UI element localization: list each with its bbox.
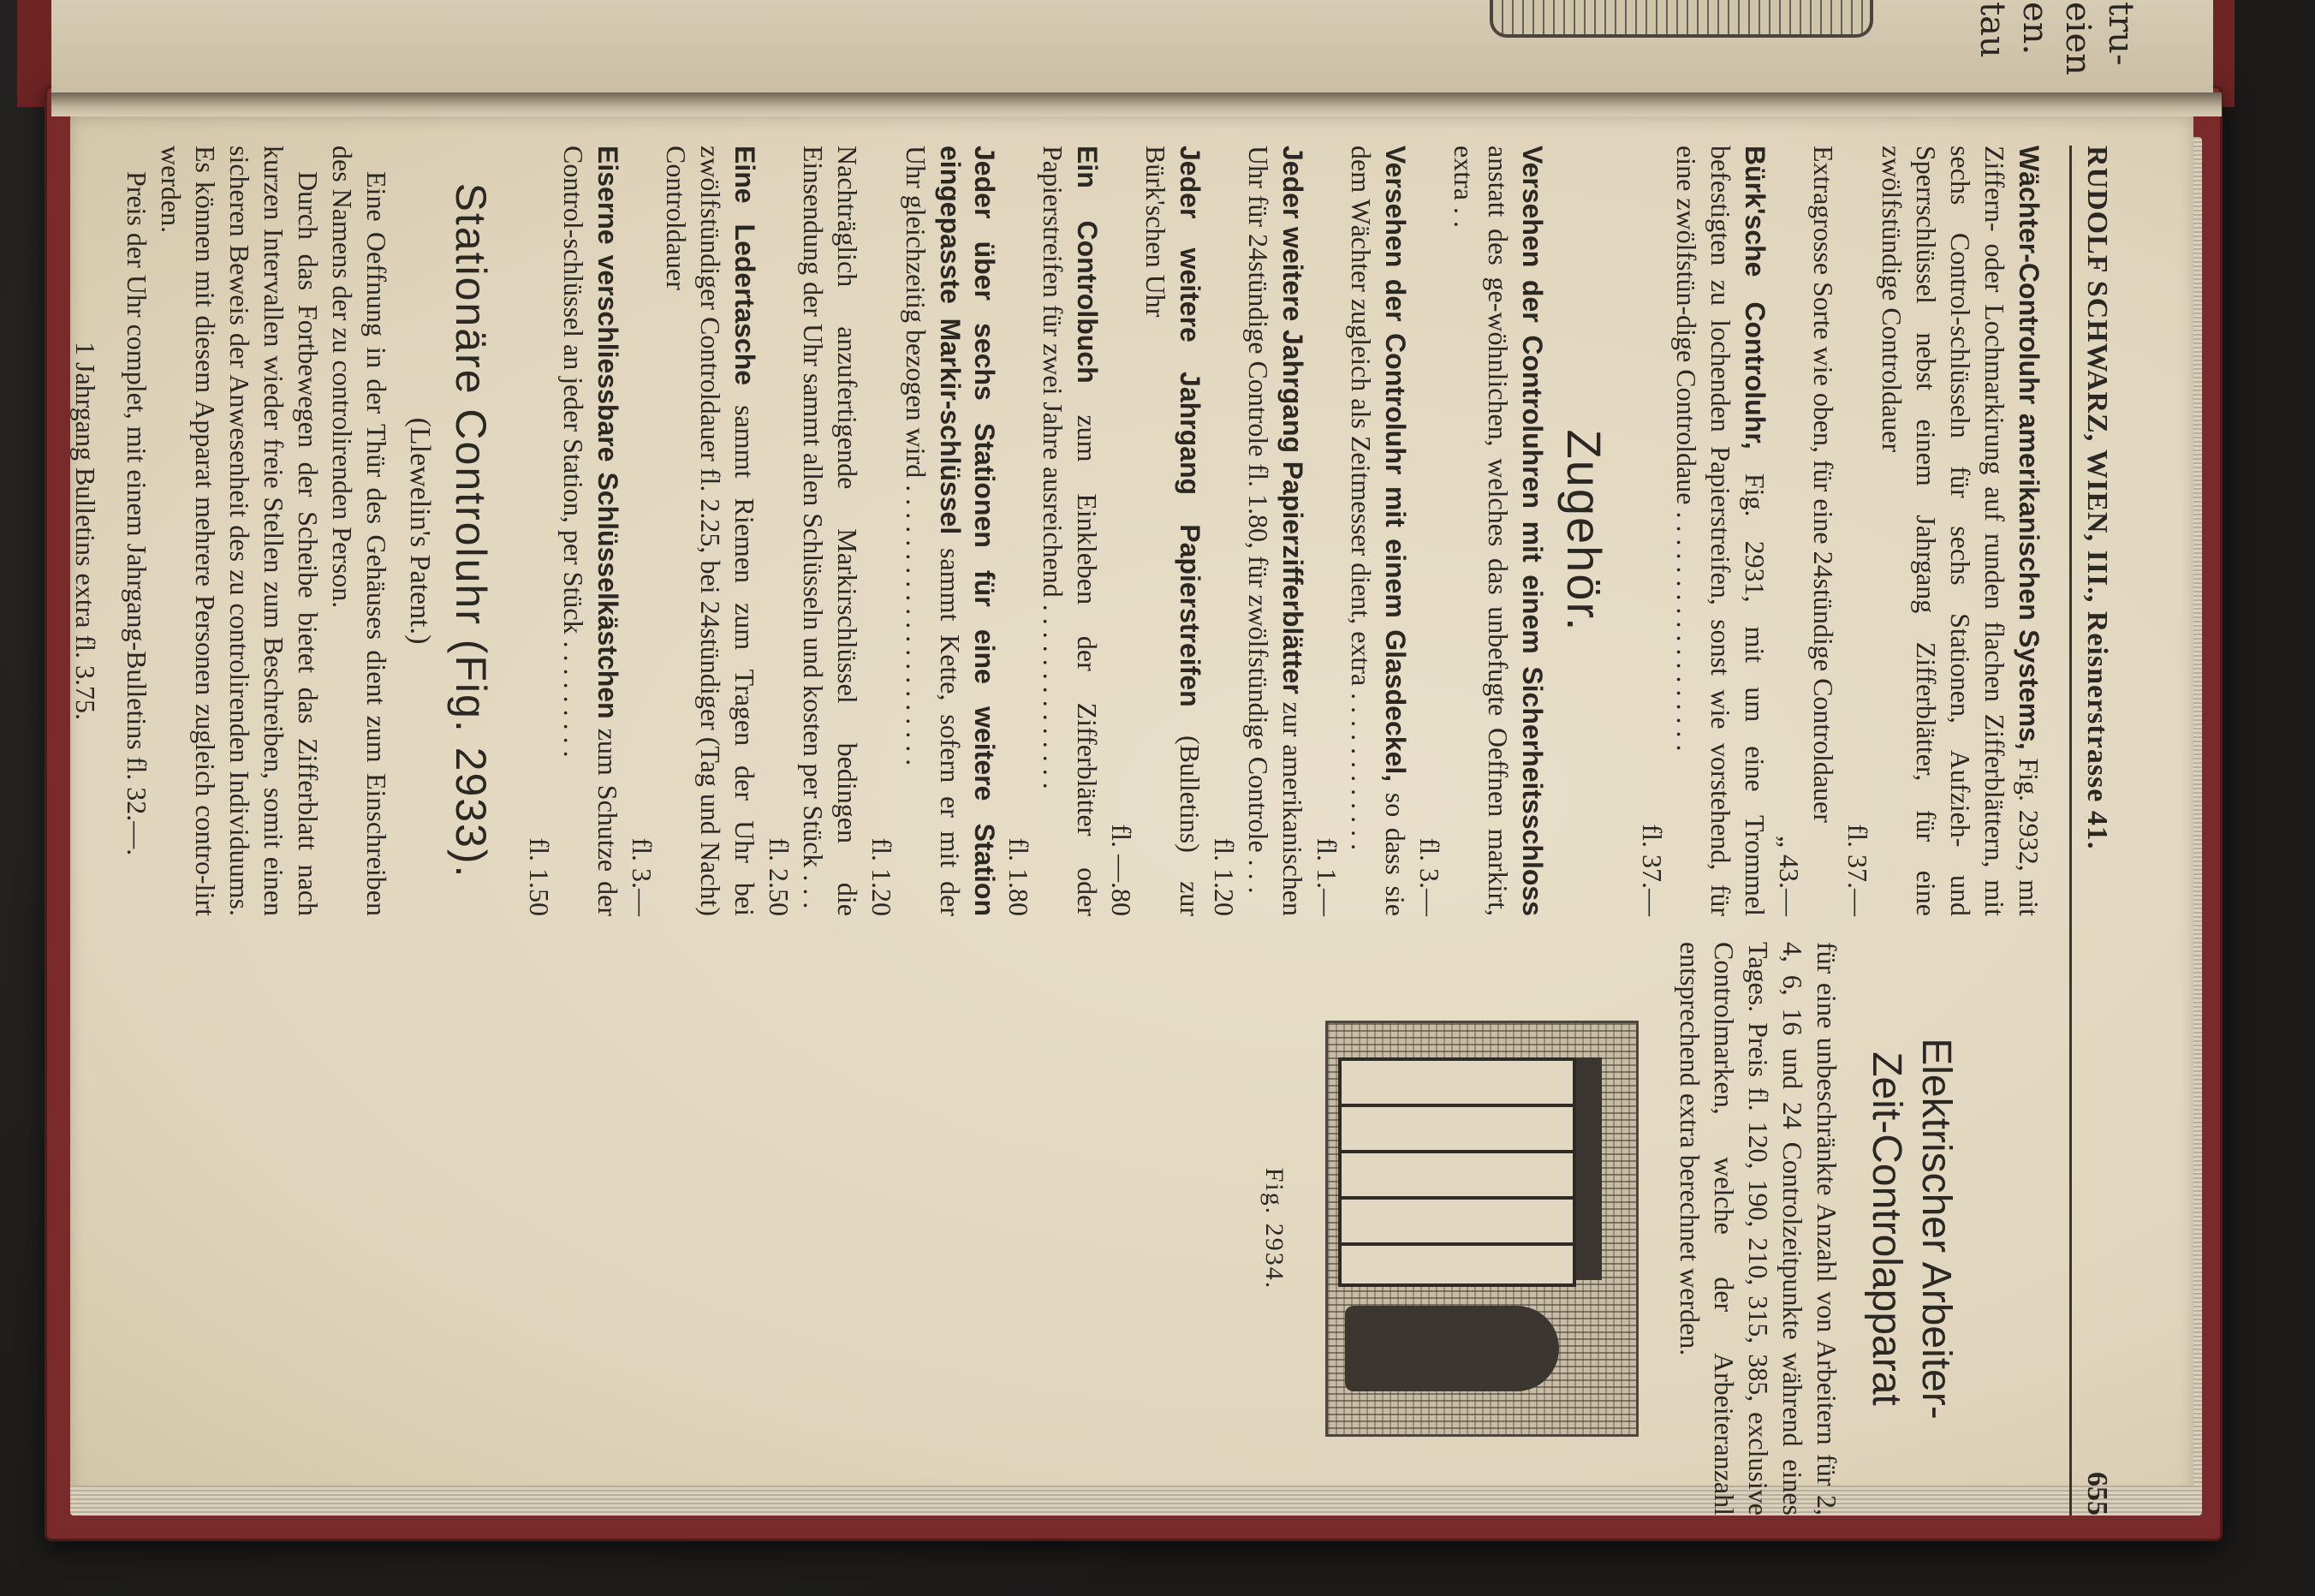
page-number: 655 <box>2081 1472 2113 1516</box>
page-header <box>2069 146 2132 1516</box>
entry-heading: Versehen der Controluhren mit einem Sicherheitsschloss <box>1517 146 1548 916</box>
entry-price: fl. 1.50 <box>524 837 555 916</box>
entry-text: Fig. 2932, mit Ziffern- oder Lochmarkirung auf runden flachen Zifferblättern, mit sechs Control-schlüsseln für sechs Stationen, Aufzieh- und Sperrschlüssel nebst einem Jahrgang Zifferblätter, für eine zwölfstündige Controldauer <box>1877 146 2044 917</box>
catalog-entry <box>1841 146 2046 916</box>
stationary-price: Preis der Uhr complet, mit einem Jahrgang-Bulletins fl. 32.—. <box>122 171 152 856</box>
entry-price: fl. 1.80 <box>1003 837 1034 916</box>
book-gutter <box>51 92 2222 116</box>
entry-price: fl. 37.— <box>1842 824 1873 916</box>
entry-text: zum Einkleben der Zifferblätter oder Papierstreifen für zwei Jahre ausreichend . . . . . . . . . . . . . . <box>1038 146 1103 917</box>
entry-text: Fig. 2931, mit um eine Trommel befestigten zu lochenden Papierstreifen, sonst wie vorstehend, für eine zwölfstün-dige Controldaue . . . . . . . . . . . . . . . . . . <box>1671 146 1770 917</box>
entry-text: zum Schutze der Control-schlüssel an jeder Station, per Stück . . . . . . . . . <box>558 146 623 917</box>
catalog-entry <box>1413 146 1550 916</box>
entry-heading: Jeder über sechs Stationen für eine weitere Station eingepasste Markir-schlüssel <box>935 146 1000 916</box>
entry-heading: Ein Controlbuch <box>1072 146 1103 384</box>
catalog-entry <box>522 146 625 916</box>
stationary-paragraph: Eine Oeffnung in der Thür des Gehäuses dient zum Einschreiben des Namens der zu controlirenden Person. <box>327 146 392 916</box>
entry-text: Extragrosse Sorte wie oben, für eine 24stündige Controldauer <box>1808 146 1839 823</box>
entry-price: fl. 1.20 <box>1209 837 1240 916</box>
entry-text: zur amerikanischen Uhr für 24stündige Controle fl. 1.80, für zwölfstündige Controle . . . <box>1243 146 1308 917</box>
previous-page <box>51 0 2213 96</box>
catalog-entry <box>1310 146 1413 916</box>
figure-cabinet <box>1338 1057 1576 1287</box>
entry-price: fl. 3.— <box>627 837 658 916</box>
entry-price: fl. 1.20 <box>866 837 897 916</box>
section-title-zugehoer: Zugehör. <box>1557 429 1611 633</box>
catalog-entry <box>865 146 1002 916</box>
entry-text: sammt Riemen zum Tragen der Uhr bei zwölfstündiger Controldauer fl. 2.25, bei 24stündiger (Tag und Nacht) Controldauer <box>661 146 760 917</box>
entry-text: (Bulletins) zur Bürk'schen Uhr <box>1140 146 1205 917</box>
figure-caption: Fig. 2934. <box>1260 1167 1288 1290</box>
figure-cabinet-top <box>1576 1057 1602 1280</box>
entry-text: so dass sie dem Wächter zugleich als Zeitmesser dient, extra . . . . . . . . . . . . <box>1346 146 1411 917</box>
entry-heading: Bürk'sche Controluhr, <box>1740 146 1770 450</box>
catalog-entry <box>625 146 762 916</box>
entry-heading: Jeder weitere Jahrgang Papierstreifen <box>1175 146 1205 707</box>
stationary-title: Stationäre Controluhr (Fig. 2933). <box>447 182 495 879</box>
entry-price: fl. 1.— <box>1312 837 1342 916</box>
previous-page-fragment: eien <box>2058 2 2098 75</box>
header-title: RUDOLF SCHWARZ, WIEN, III., Reisnerstrasse 41. <box>2081 146 2113 850</box>
stationary-paragraph: Durch das Fortbewegen der Scheibe bietet das Zifferblatt nach kurzen Intervallen wieder freie Stellen zum Beschreiben, somit einen sicheren Beweis der Anwesenheit des zu controlirenden Individuums. Es können mit diesem Apparat mehrere Personen zugleich contro-lirt werden. <box>156 146 324 916</box>
catalog-entry <box>1002 146 1104 916</box>
entry-price: fl. 3.— <box>1414 837 1445 916</box>
accessory-entries <box>522 146 1550 916</box>
catalog-entry <box>1207 146 1310 916</box>
entry-text: Nachträglich anzufertigende Markirschlüssel bedingen die Einsendung der Uhr sammt allen Schlüsseln und kosten per Stück . . . <box>798 146 863 916</box>
rotated-page-content <box>43 146 2132 1533</box>
right-title-line2: Zeit-Controlapparat <box>1864 1051 1909 1406</box>
catalog-entry <box>1772 146 1841 916</box>
entry-price: fl. 37.— <box>1637 824 1668 916</box>
entry-heading: Versehen der Controluhr mit einem Glasdeckel, <box>1380 146 1411 783</box>
entry-text: sammt Kette, sofern er mit der Uhr gleichzeitig bezogen wird . . . . . . . . . . . . . . . . . . . . . <box>901 146 966 917</box>
figure-2934-illustration <box>1325 1021 1639 1437</box>
figure-person <box>1345 1306 1559 1391</box>
bulletin-price: 1 Jahrgang Bulletins extra fl. 3.75. <box>70 342 101 720</box>
intro-entries <box>1635 146 2046 916</box>
entry-price: fl. 2.50 <box>764 837 794 916</box>
right-description: für eine unbeschränkte Anzahl von Arbeitern für 2, 4, 6, 16 und 24 Controlzeitpunkte während eines Tages. Preis fl. 120, 190, 210, 315, 385, exclusive Controlmarken, welche der Arbeiteranzahl entsprechend extra berechnet werden. <box>1675 942 1842 1516</box>
previous-page-fragment: tru- <box>2101 2 2140 66</box>
catalog-entry <box>1635 146 1772 916</box>
entry-price: fl. —.80 <box>1106 824 1137 916</box>
entry-text: anstatt des ge-wöhnlichen, welches das unbefugte Oeffnen markirt, extra . . <box>1449 146 1514 916</box>
right-title-line1: Elektrischer Arbeiter- <box>1913 1038 1959 1420</box>
catalog-entry <box>1104 146 1207 916</box>
entry-heading: Eiserne verschliessbare Schlüsselkästchen <box>592 146 623 719</box>
entry-heading: Wächter-Controluhr amerikanischen Systems, <box>2014 146 2044 750</box>
entry-price: „ 43.— <box>1774 835 1805 916</box>
previous-page-fragment: tau <box>1973 2 2012 58</box>
catalog-entry <box>762 146 865 916</box>
entry-heading: Jeder weitere Jahrgang Papierzifferblätter <box>1277 146 1308 694</box>
right-column <box>1257 942 2046 1516</box>
stationary-subtitle: (Llewelin's Patent.) <box>404 417 436 645</box>
previous-page-figure <box>1490 0 1873 38</box>
entry-heading: Eine Ledertasche <box>729 146 760 386</box>
left-column <box>68 146 2046 916</box>
previous-page-fragment: en. <box>2015 2 2055 56</box>
